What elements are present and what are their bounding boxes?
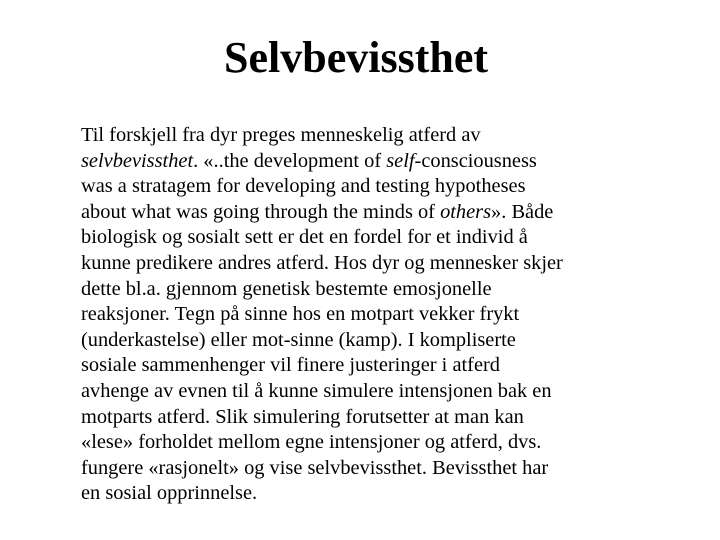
body-paragraph xyxy=(81,123,661,507)
text-line: selvbevissthet. «..the development of self-consciousness xyxy=(81,149,537,172)
text-line: en sosial opprinnelse. xyxy=(81,482,258,505)
text-line: dette bl.a. gjennom genetisk bestemte emosjonelle xyxy=(81,277,492,300)
italic-term: others xyxy=(440,200,492,223)
text-line: «lese» forholdet mellom egne intensjoner og atferd, dvs. xyxy=(81,431,542,454)
italic-term: selvbevissthet xyxy=(81,149,194,172)
text-line: avhenge av evnen til å kunne simulere intensjonen bak en xyxy=(81,379,552,402)
text-line: was a stratagem for developing and testing hypotheses xyxy=(81,175,526,198)
text-line: reaksjoner. Tegn på sinne hos en motpart vekker frykt xyxy=(81,303,520,326)
italic-term: self xyxy=(386,149,415,172)
text-line: about what was going through the minds of others». Både xyxy=(81,200,554,223)
text-line: kunne predikere andres atferd. Hos dyr og mennesker skjer xyxy=(81,251,563,274)
text-line: sosiale sammenhenger vil finere justeringer i atferd xyxy=(81,354,500,377)
text-line: (underkastelse) eller mot-sinne (kamp). I kompliserte xyxy=(81,328,516,351)
text-line: fungere «rasjonelt» og vise selvbevissthet. Bevissthet har xyxy=(81,456,549,479)
text-line: Til forskjell fra dyr preges menneskelig atferd av xyxy=(81,124,481,146)
text-line: motparts atferd. Slik simulering forutsetter at man kan xyxy=(81,405,524,428)
slide-title: Selvbevissthet xyxy=(224,33,488,82)
text-line: biologisk og sosialt sett er det en fordel for et individ å xyxy=(81,226,528,249)
